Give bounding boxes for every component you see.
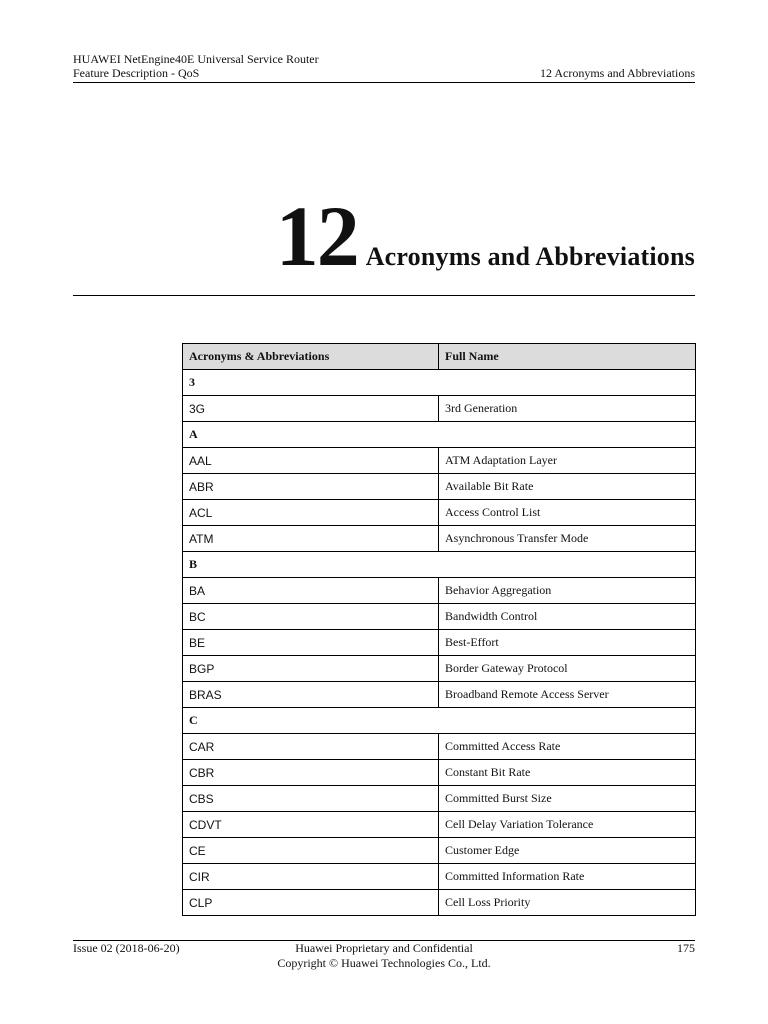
chapter-heading-inner — [275, 188, 695, 284]
table-group-row — [183, 708, 696, 734]
full-name-cell: Bandwidth Control — [439, 604, 696, 630]
abbreviation-cell: CLP — [183, 890, 439, 916]
full-name-cell: Access Control List — [439, 500, 696, 526]
table-group-row — [183, 422, 696, 448]
section-name: 12 Acronyms and Abbreviations — [540, 66, 695, 80]
header-left — [73, 52, 319, 80]
table-row — [183, 474, 696, 500]
full-name-cell: Cell Loss Priority — [439, 890, 696, 916]
copyright-notice: Copyright © Huawei Technologies Co., Ltd. — [277, 956, 491, 970]
table-row — [183, 812, 696, 838]
abbreviation-cell: BRAS — [183, 682, 439, 708]
table-row — [183, 604, 696, 630]
table-row — [183, 734, 696, 760]
page-header — [73, 52, 695, 83]
table-body — [183, 370, 696, 916]
table-row — [183, 682, 696, 708]
full-name-cell: ATM Adaptation Layer — [439, 448, 696, 474]
abbreviation-cell: CIR — [183, 864, 439, 890]
table-row — [183, 656, 696, 682]
page-number: 175 — [677, 941, 695, 955]
page-footer — [73, 940, 695, 970]
full-name-cell: Committed Information Rate — [439, 864, 696, 890]
chapter-heading — [73, 188, 695, 296]
table-row — [183, 526, 696, 552]
abbreviation-cell: BA — [183, 578, 439, 604]
abbreviation-cell: ABR — [183, 474, 439, 500]
table-group-row — [183, 552, 696, 578]
abbreviation-cell: CDVT — [183, 812, 439, 838]
acronyms-table — [182, 343, 696, 916]
full-name-cell: Available Bit Rate — [439, 474, 696, 500]
footer-center — [73, 941, 695, 971]
full-name-cell: Best-Effort — [439, 630, 696, 656]
table-row — [183, 578, 696, 604]
table-row — [183, 890, 696, 916]
table-group-row — [183, 370, 696, 396]
chapter-title: Acronyms and Abbreviations — [365, 242, 695, 271]
abbreviation-cell: CBR — [183, 760, 439, 786]
table-row — [183, 838, 696, 864]
abbreviation-cell: BC — [183, 604, 439, 630]
full-name-cell: Committed Burst Size — [439, 786, 696, 812]
confidential-notice: Huawei Proprietary and Confidential — [295, 941, 473, 955]
column-header-abbreviations: Acronyms & Abbreviations — [183, 344, 439, 370]
abbreviation-cell: ATM — [183, 526, 439, 552]
full-name-cell: Cell Delay Variation Tolerance — [439, 812, 696, 838]
column-header-full-name: Full Name — [439, 344, 696, 370]
group-label: C — [183, 708, 696, 734]
table-row — [183, 864, 696, 890]
full-name-cell: 3rd Generation — [439, 396, 696, 422]
table-row — [183, 630, 696, 656]
full-name-cell: Border Gateway Protocol — [439, 656, 696, 682]
group-label: A — [183, 422, 696, 448]
table-row — [183, 396, 696, 422]
table-header-row — [183, 344, 696, 370]
table-row — [183, 448, 696, 474]
full-name-cell: Asynchronous Transfer Mode — [439, 526, 696, 552]
issue-date: Issue 02 (2018-06-20) — [73, 941, 180, 955]
document-name: Feature Description - QoS — [73, 66, 200, 80]
full-name-cell: Behavior Aggregation — [439, 578, 696, 604]
product-name: HUAWEI NetEngine40E Universal Service Router — [73, 52, 319, 66]
table-row — [183, 786, 696, 812]
abbreviation-cell: BGP — [183, 656, 439, 682]
abbreviation-cell: CBS — [183, 786, 439, 812]
abbreviation-cell: CAR — [183, 734, 439, 760]
group-label: B — [183, 552, 696, 578]
abbreviation-cell: 3G — [183, 396, 439, 422]
group-label: 3 — [183, 370, 696, 396]
abbreviation-cell: ACL — [183, 500, 439, 526]
full-name-cell: Broadband Remote Access Server — [439, 682, 696, 708]
abbreviation-cell: CE — [183, 838, 439, 864]
acronyms-table-container — [182, 343, 695, 916]
full-name-cell: Committed Access Rate — [439, 734, 696, 760]
abbreviation-cell: AAL — [183, 448, 439, 474]
full-name-cell: Constant Bit Rate — [439, 760, 696, 786]
table-row — [183, 500, 696, 526]
abbreviation-cell: BE — [183, 630, 439, 656]
chapter-number: 12 — [275, 188, 358, 284]
full-name-cell: Customer Edge — [439, 838, 696, 864]
table-row — [183, 760, 696, 786]
